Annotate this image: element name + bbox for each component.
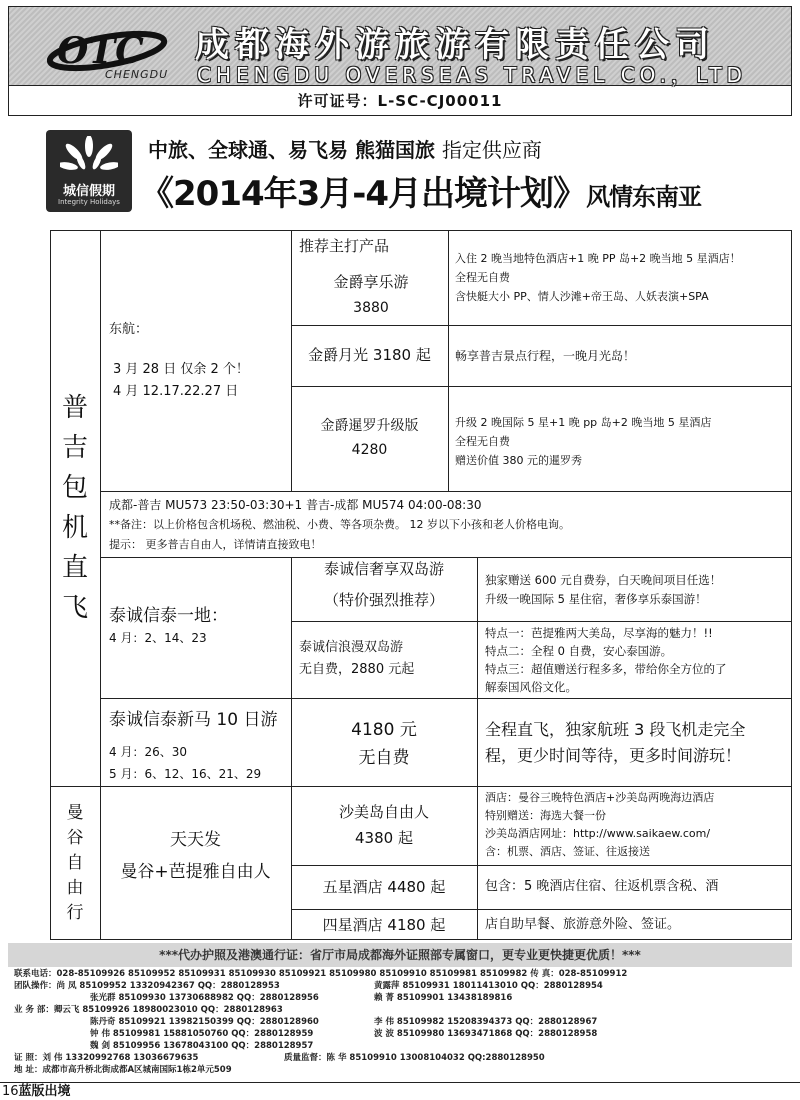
bangkok-side-char: 由 (66, 878, 84, 898)
price-note: **备注：以上价格包含机场税、燃油税、小费、等各项杂费。 12 岁以下小孩和老人价格电询。 (109, 518, 570, 531)
product-desc-line: 赠送价值 380 元的暹罗秀 (455, 454, 582, 467)
product-desc-line: 特点三：超值赠送行程多多，带给你全方位的了 (485, 662, 727, 676)
product-name: 金爵暹罗升级版 (320, 418, 419, 434)
supplier-tail: 指定供应商 (441, 138, 542, 162)
contact-line: 黄露萍 85109931 18011413010 QQ：2880128954 (374, 981, 603, 991)
product-price: 无自费，2880 元起 (299, 662, 415, 677)
bangkok-frequency: 天天发 (170, 830, 221, 850)
page-footer (0, 1082, 800, 1100)
product-desc-line: 含快艇大小 PP、情人沙滩+帝王岛、人妖表演+SPA (455, 290, 709, 303)
tour-title: 泰诚信泰新马 10 日游 (109, 710, 278, 730)
product-price: 4380 起 (355, 829, 413, 847)
magazine-name: 蓝版出境 (18, 1084, 71, 1099)
product-desc-line: 沙美岛酒店网址：http://www.saikaew.com/ (485, 827, 711, 840)
license-number: 许可证号：L-SC-CJ00011 (8, 86, 792, 116)
contact-line: 陈丹奇 85109921 13982150399 QQ：2880128960 (90, 1017, 319, 1027)
recommend-label: 推荐主打产品 (299, 237, 390, 255)
contact-line: 张光群 85109930 13730688982 QQ：2880128956 (90, 993, 319, 1003)
product-desc-line: 全程无自费 (455, 271, 510, 284)
contact-line: 李 伟 85109982 15208394373 QQ：2880128967 (374, 1017, 598, 1027)
product-name: 四星酒店 4180 起 (322, 916, 446, 934)
brand-name-cn: 城信假期 (62, 184, 115, 199)
page-number: 16 (2, 1084, 19, 1099)
contact-line: 钟 伟 85109981 15881050760 QQ：2880128959 (90, 1029, 314, 1039)
product-desc-line: 含：机票、酒店、签证、往返接送 (485, 845, 650, 858)
product-desc-line: 特点二：全程 0 自费，安心泰国游。 (485, 644, 673, 658)
tour-dates: 4 月：2、14、23 (109, 631, 207, 645)
product-subtitle: （特价强烈推荐） (323, 591, 444, 609)
airline-label: 东航： (109, 322, 149, 337)
product-name: 金爵享乐游 (333, 273, 409, 291)
product-desc-line: 包含：5 晚酒店住宿、往返机票含税、酒 (485, 879, 719, 894)
passport-notice: ***代办护照及港澳通行证：省厅市局成都海外证照部专属窗口，更专业更快捷更优质！*** (8, 943, 792, 967)
brand-name-en: Integrity Holidays (58, 198, 120, 206)
phuket-side-char: 吉 (61, 433, 88, 463)
product-desc-line: 畅享普吉景点行程，一晚月光岛！ (455, 349, 636, 363)
contact-line: 联系电话：028-85109926 85109952 85109931 85109930 85109921 85109980 85109910 85109981 85109982 传 真：028-85109912 (14, 969, 628, 979)
plan-title-suffix: 风情东南亚 (586, 183, 702, 211)
phuket-side-char: 直 (61, 553, 88, 583)
product-name: 泰诚信奢享双岛游 (323, 560, 444, 578)
plan-title-main: 《2014年3月-4月出境计划》 (140, 174, 587, 214)
product-desc-line: 入住 2 晚当地特色酒店+1 晚 PP 岛+2 晚当地 5 星酒店！ (455, 252, 741, 265)
contact-line: 证 照：刘 伟 13320992768 13036679635 (14, 1053, 199, 1063)
tip-note: 提示： 更多普吉自由人，详情请直接致电！ (109, 538, 322, 551)
product-desc-line: 特点一：芭提雅两大美岛，尽享海的魅力！!! (485, 626, 713, 640)
product-name: 金爵月光 3180 起 (308, 346, 431, 364)
departure-dates-march: 3 月 28 日 仅余 2 个！ (113, 362, 249, 377)
product-price: 4180 元 (351, 720, 417, 740)
supplier-names: 中旅、全球通、易飞易 熊猫国旅 (148, 138, 435, 162)
contact-line: 质量监督：陈 华 85109910 13008104032 QQ:2880128950 (284, 1053, 545, 1063)
product-desc-line: 解泰国风俗文化。 (485, 680, 577, 694)
supplier-line (148, 134, 542, 163)
product-desc-line: 升级一晚国际 5 星住宿，奢侈享乐泰国游！ (485, 592, 707, 606)
contact-line: 地 址：成都市高升桥北街成都A区城南国际1栋2单元509 (14, 1065, 232, 1075)
contact-line: 魏 剑 85109956 13678043100 QQ：2880128957 (90, 1041, 314, 1051)
bangkok-side-char: 谷 (66, 828, 84, 848)
flight-schedule: 成都-普吉 MU573 23:50-03:30+1 普吉-成都 MU574 04:00-08:30 (109, 498, 482, 512)
product-price: 4280 (351, 442, 388, 458)
contact-line: 波 波 85109980 13693471868 QQ：2880128958 (374, 1029, 598, 1039)
bangkok-side-char: 行 (66, 903, 84, 923)
product-note: 无自费 (358, 748, 410, 768)
phuket-side-char: 包 (61, 473, 88, 503)
phuket-side-char: 机 (61, 513, 88, 543)
company-name-cn: 成都海外游旅游有限责任公司 (195, 25, 715, 65)
product-desc-line: 升级 2 晚国际 5 星+1 晚 pp 岛+2 晚当地 5 星酒店 (455, 416, 712, 429)
flower-icon (60, 136, 118, 180)
contact-line: 团队操作：尚 凤 85109952 13320942367 QQ：2880128953 (14, 981, 280, 991)
product-desc-line: 独家赠送 600 元自费券，白天晚间项目任选！ (485, 573, 722, 587)
bangkok-tour-title: 曼谷+芭提雅自由人 (120, 862, 271, 882)
product-name: 泰诚信浪漫双岛游 (299, 640, 404, 655)
product-desc-line: 特别赠送：海选大餐一份 (485, 809, 606, 822)
product-desc-line: 全程直飞，独家航班 3 段飞机走完全 (485, 720, 746, 739)
tour-dates: 4 月：26、30 (109, 745, 187, 759)
product-desc-line: 店自助早餐、旅游意外险、签证。 (485, 917, 681, 932)
contact-line: 赖 菁 85109901 13438189816 (374, 993, 513, 1003)
company-header (8, 6, 792, 86)
tour-title: 泰诚信泰一地： (109, 606, 228, 626)
product-name: 五星酒店 4480 起 (322, 878, 446, 896)
tour-dates: 5 月：6、12、16、21、29 (109, 767, 262, 781)
product-desc-line: 酒店：曼谷三晚特色酒店+沙美岛两晚海边酒店 (485, 791, 715, 804)
svg-text:OTC: OTC (57, 30, 144, 72)
bangkok-side-char: 曼 (66, 803, 84, 823)
product-price: 3880 (353, 300, 389, 316)
product-desc-line: 程，更少时间等待，更多时间游玩！ (485, 746, 742, 765)
contact-line: 业 务 部：卿云飞 85109926 18980023010 QQ：2880128963 (14, 1005, 283, 1015)
phuket-side-char: 普 (61, 393, 88, 423)
brand-badge (46, 130, 132, 212)
itinerary-table (50, 230, 792, 940)
phuket-side-char: 飞 (61, 593, 88, 623)
product-name: 沙美岛自由人 (338, 803, 429, 821)
contact-block (14, 968, 794, 1076)
logo-subtitle: CHENGDU (105, 68, 169, 81)
departure-dates-april: 4 月 12.17.22.27 日 (113, 384, 239, 399)
product-desc-line: 全程无自费 (455, 435, 510, 448)
company-name-en: CHENGDU OVERSEAS TRAVEL CO.，LTD (197, 63, 747, 87)
plan-title (140, 166, 701, 215)
bangkok-side-char: 自 (66, 853, 84, 873)
